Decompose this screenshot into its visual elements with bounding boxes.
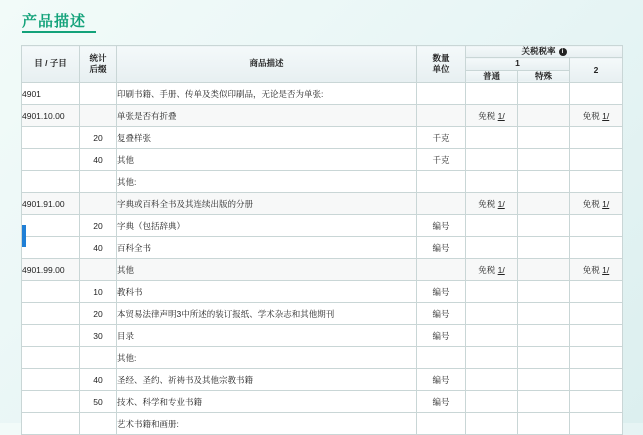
cell-description: 复叠样张 <box>117 127 417 149</box>
cell-description: 艺术书籍和画册: <box>117 413 417 435</box>
table-row[interactable] <box>22 413 623 435</box>
cell-heading <box>22 347 80 369</box>
cell-rate-col2-value: 免税 <box>582 198 603 209</box>
cell-unit <box>417 171 466 193</box>
cell-rate-col2 <box>570 149 623 171</box>
header-rates-label: 关税税率 <box>521 46 556 56</box>
cell-unit: 编号 <box>417 281 466 303</box>
cell-heading: 4901 <box>22 83 80 105</box>
header-unit <box>417 46 466 83</box>
cell-unit: 编号 <box>417 303 466 325</box>
cell-description: 印刷书籍、手册、传单及类似印刷品，无论是否为单张: <box>117 83 417 105</box>
cell-rate-col2 <box>570 281 623 303</box>
cell-description: 其他 <box>117 149 417 171</box>
cell-rate-col2 <box>570 325 623 347</box>
cell-unit <box>417 413 466 435</box>
header-suffix-line1: 统计 <box>89 52 107 63</box>
cell-suffix: 10 <box>80 281 117 303</box>
cell-rate-general[interactable] <box>466 105 518 127</box>
table-row[interactable] <box>22 149 623 171</box>
cell-rate-col2-footnote-link[interactable]: 1/ <box>602 264 610 275</box>
cell-suffix: 40 <box>80 149 117 171</box>
cell-heading <box>22 325 80 347</box>
cell-rate-general <box>466 127 518 149</box>
cell-unit: 编号 <box>417 215 466 237</box>
cell-rate-col2-footnote-link[interactable]: 1/ <box>602 110 610 121</box>
cell-rate-special <box>518 259 570 281</box>
cell-description: 技术、科学和专业书籍 <box>117 391 417 413</box>
header-rate-general: 普通 <box>466 70 518 82</box>
cell-heading <box>22 237 80 259</box>
cell-rate-general-footnote-link[interactable]: 1/ <box>497 110 505 121</box>
cell-heading: 4901.10.00 <box>22 105 80 127</box>
cell-description: 百科全书 <box>117 237 417 259</box>
cell-description: 单张是否有折叠 <box>117 105 417 127</box>
table-row[interactable] <box>22 325 623 347</box>
cell-rate-col2 <box>570 83 623 105</box>
cell-rate-special <box>518 237 570 259</box>
header-rate-col1-group: 1 <box>466 58 570 70</box>
cell-suffix <box>80 193 117 215</box>
table-row[interactable] <box>22 215 623 237</box>
table-row[interactable] <box>22 237 623 259</box>
cell-unit: 编号 <box>417 237 466 259</box>
cell-rate-general <box>466 83 518 105</box>
cell-rate-general-value: 免税 <box>478 198 498 209</box>
table-row[interactable] <box>22 83 623 105</box>
cell-rate-col2 <box>570 369 623 391</box>
cell-rate-general <box>466 171 518 193</box>
table-row[interactable] <box>22 193 623 215</box>
cell-description: 其他 <box>117 259 417 281</box>
cell-rate-special <box>518 105 570 127</box>
title-underline <box>22 31 96 33</box>
cell-description: 其他: <box>117 171 417 193</box>
info-icon[interactable]: i <box>559 48 567 56</box>
cell-heading <box>22 413 80 435</box>
cell-rate-special <box>518 281 570 303</box>
cell-suffix <box>80 413 117 435</box>
cell-suffix <box>80 347 117 369</box>
cell-unit <box>417 83 466 105</box>
cell-heading <box>22 171 80 193</box>
cell-rate-general <box>466 149 518 171</box>
header-rates-group <box>466 46 623 58</box>
cell-rate-general <box>466 281 518 303</box>
cell-suffix: 30 <box>80 325 117 347</box>
cell-rate-col2[interactable] <box>570 105 623 127</box>
cell-description: 教科书 <box>117 281 417 303</box>
cell-rate-special <box>518 83 570 105</box>
table-row[interactable] <box>22 391 623 413</box>
cell-rate-general-value: 免税 <box>478 110 498 121</box>
cell-rate-special <box>518 347 570 369</box>
cell-rate-col2 <box>570 127 623 149</box>
cell-rate-special <box>518 303 570 325</box>
cell-rate-col2[interactable] <box>570 193 623 215</box>
cell-rate-general <box>466 237 518 259</box>
cell-unit <box>417 193 466 215</box>
cell-unit: 编号 <box>417 325 466 347</box>
cell-rate-general <box>466 303 518 325</box>
table-row[interactable] <box>22 303 623 325</box>
cell-rate-col2 <box>570 391 623 413</box>
cell-unit <box>417 105 466 127</box>
cell-suffix <box>80 259 117 281</box>
cell-heading: 4901.91.00 <box>22 193 80 215</box>
cell-suffix: 40 <box>80 237 117 259</box>
cell-rate-col2-footnote-link[interactable]: 1/ <box>602 198 610 209</box>
cell-rate-col2 <box>570 413 623 435</box>
header-rate-special: 特殊 <box>518 70 570 82</box>
cell-description: 圣经、圣约、祈祷书及其他宗教书籍 <box>117 369 417 391</box>
cell-description: 目录 <box>117 325 417 347</box>
cell-rate-general <box>466 413 518 435</box>
table-row[interactable] <box>22 127 623 149</box>
cell-suffix <box>80 171 117 193</box>
cell-rate-col2[interactable] <box>570 259 623 281</box>
table-row[interactable] <box>22 171 623 193</box>
cell-unit: 编号 <box>417 369 466 391</box>
cell-rate-general[interactable] <box>466 259 518 281</box>
cell-unit: 千克 <box>417 127 466 149</box>
cell-rate-special <box>518 171 570 193</box>
page-title: 产品描述 <box>22 13 87 30</box>
cell-rate-general-footnote-link[interactable]: 1/ <box>497 198 505 209</box>
cell-rate-special <box>518 413 570 435</box>
cell-rate-general-footnote-link[interactable]: 1/ <box>497 264 505 275</box>
cell-heading <box>22 215 80 237</box>
cell-rate-general <box>466 369 518 391</box>
cell-heading: 4901.99.00 <box>22 259 80 281</box>
cell-heading <box>22 391 80 413</box>
cell-rate-general-value: 免税 <box>478 264 498 275</box>
table-header <box>22 46 623 83</box>
table-row[interactable] <box>22 369 623 391</box>
cell-suffix: 20 <box>80 127 117 149</box>
tariff-table <box>21 45 623 435</box>
cell-suffix: 20 <box>80 215 117 237</box>
cell-description: 字典（包括辞典） <box>117 215 417 237</box>
cell-rate-special <box>518 127 570 149</box>
table-row[interactable] <box>22 347 623 369</box>
cell-rate-col2 <box>570 237 623 259</box>
cell-rate-col2-value: 免税 <box>582 110 603 121</box>
cell-rate-col2 <box>570 303 623 325</box>
header-suffix <box>80 46 117 83</box>
cell-heading <box>22 127 80 149</box>
cell-unit: 千克 <box>417 149 466 171</box>
cell-unit: 编号 <box>417 391 466 413</box>
cell-rate-col2 <box>570 347 623 369</box>
cell-rate-col2-value: 免税 <box>582 264 603 275</box>
header-description: 商品描述 <box>117 46 417 83</box>
cell-description: 其他: <box>117 347 417 369</box>
cell-heading <box>22 303 80 325</box>
table-row[interactable] <box>22 105 623 127</box>
cell-heading <box>22 369 80 391</box>
cell-rate-general <box>466 215 518 237</box>
cell-suffix: 20 <box>80 303 117 325</box>
text-cursor <box>22 225 26 247</box>
cell-rate-general <box>466 325 518 347</box>
cell-suffix <box>80 105 117 127</box>
cell-unit <box>417 347 466 369</box>
cell-suffix: 50 <box>80 391 117 413</box>
cell-heading <box>22 281 80 303</box>
header-heading: 目 / 子目 <box>22 46 80 83</box>
header-unit-line1: 数量 <box>432 52 450 63</box>
cell-description: 本贸易法律声明3中所述的装订报纸、学术杂志和其他期刊 <box>117 303 417 325</box>
cell-rate-special <box>518 193 570 215</box>
header-unit-line2: 单位 <box>432 64 450 75</box>
table-row[interactable] <box>22 259 623 281</box>
cell-rate-col2 <box>570 171 623 193</box>
cell-rate-general <box>466 391 518 413</box>
cell-rate-general <box>466 347 518 369</box>
table-body <box>22 83 623 435</box>
cell-rate-col2 <box>570 215 623 237</box>
cell-rate-special <box>518 391 570 413</box>
header-suffix-line2: 后缀 <box>89 64 107 75</box>
cell-suffix <box>80 83 117 105</box>
cell-rate-special <box>518 149 570 171</box>
cell-description: 字典或百科全书及其连续出版的分册 <box>117 193 417 215</box>
cell-rate-special <box>518 325 570 347</box>
cell-heading <box>22 149 80 171</box>
table-row[interactable] <box>22 281 623 303</box>
cell-rate-general[interactable] <box>466 193 518 215</box>
cell-suffix: 40 <box>80 369 117 391</box>
cell-rate-special <box>518 215 570 237</box>
cell-rate-special <box>518 369 570 391</box>
cell-unit <box>417 259 466 281</box>
tariff-table-container <box>21 45 622 435</box>
header-rate-col2: 2 <box>570 58 623 83</box>
